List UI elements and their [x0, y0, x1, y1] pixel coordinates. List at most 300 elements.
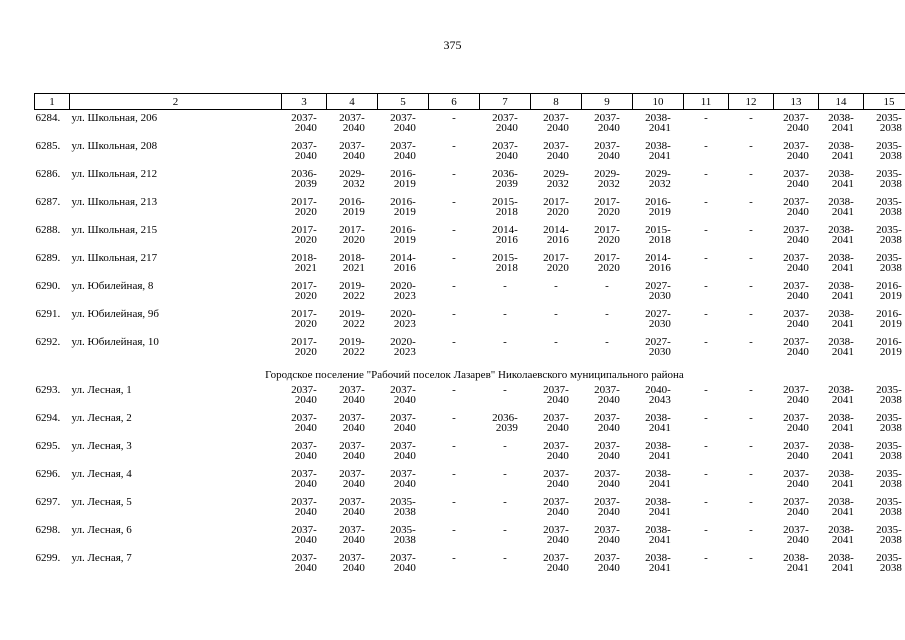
table-row	[35, 309, 905, 337]
cell-value: 2037- 2040	[594, 112, 620, 134]
cell-value: 2037- 2040	[390, 440, 416, 462]
cell-value: -	[749, 440, 753, 452]
row-value	[582, 382, 633, 413]
row-value	[480, 469, 531, 497]
cell-value: 2037- 2040	[783, 224, 809, 246]
column-header: 7	[480, 94, 531, 110]
table-row	[35, 337, 905, 365]
cell-value: 2037- 2040	[291, 524, 317, 546]
cell-value: -	[704, 308, 708, 320]
cell-value: -	[704, 280, 708, 292]
row-number: 6286.	[35, 168, 61, 180]
cell-value: 2037- 2040	[543, 440, 569, 462]
row-value	[774, 197, 819, 225]
row-value	[327, 382, 378, 413]
cell-value: 2037- 2040	[594, 552, 620, 574]
cell-value: 2016- 2019	[390, 196, 416, 218]
row-number: 6296.	[35, 468, 61, 480]
row-value	[282, 553, 327, 581]
row-value	[531, 413, 582, 441]
cell-value: -	[503, 440, 507, 452]
cell-value: 2038- 2041	[828, 224, 854, 246]
cell-value: 2027- 2030	[645, 308, 671, 330]
row-value	[327, 281, 378, 309]
row-number: 6295.	[35, 440, 61, 452]
cell-value: -	[452, 252, 456, 264]
cell-value: -	[452, 468, 456, 480]
row-address: ул. Школьная, 208	[71, 140, 158, 152]
cell-value: 2035- 2038	[876, 496, 902, 518]
row-value	[774, 497, 819, 525]
row-value	[819, 469, 864, 497]
cell-value: -	[704, 468, 708, 480]
row-value	[582, 413, 633, 441]
row-value	[378, 469, 429, 497]
row-value	[480, 309, 531, 337]
page-number: 375	[443, 38, 462, 52]
row-value	[582, 525, 633, 553]
cell-value: 2038- 2041	[828, 112, 854, 134]
cell-value: 2038- 2041	[828, 336, 854, 358]
row-value	[480, 281, 531, 309]
table-row	[35, 225, 905, 253]
row-value	[774, 469, 819, 497]
row-number: 6285.	[35, 140, 61, 152]
schedule-table	[34, 93, 905, 581]
row-value	[429, 169, 480, 197]
row-value	[327, 225, 378, 253]
cell-value: -	[452, 524, 456, 536]
row-value	[819, 141, 864, 169]
row-value	[327, 441, 378, 469]
cell-value: 2016- 2019	[876, 280, 902, 302]
row-value	[378, 441, 429, 469]
cell-value: -	[749, 412, 753, 424]
cell-value: 2037- 2040	[339, 468, 365, 490]
row-value	[729, 169, 774, 197]
row-value	[582, 497, 633, 525]
cell-value: 2037- 2040	[492, 112, 518, 134]
cell-value: 2038- 2041	[828, 468, 854, 490]
row-value	[684, 309, 729, 337]
row-value	[531, 197, 582, 225]
row-value	[633, 497, 684, 525]
row-value	[774, 225, 819, 253]
cell-value: 2027- 2030	[645, 336, 671, 358]
row-value	[480, 197, 531, 225]
row-value	[582, 337, 633, 365]
row-value	[378, 253, 429, 281]
cell-value: 2020- 2023	[390, 280, 416, 302]
cell-value: 2038- 2041	[828, 524, 854, 546]
cell-value: -	[704, 112, 708, 124]
row-value	[774, 110, 819, 142]
column-header: 3	[282, 94, 327, 110]
cell-value: -	[605, 336, 609, 348]
column-header: 13	[774, 94, 819, 110]
row-value	[480, 413, 531, 441]
column-header: 11	[684, 94, 729, 110]
row-value	[327, 253, 378, 281]
cell-value: -	[704, 496, 708, 508]
rows-group-a	[35, 110, 905, 366]
row-value	[378, 337, 429, 365]
row-value	[282, 525, 327, 553]
cell-value: 2018- 2021	[339, 252, 365, 274]
row-value	[480, 225, 531, 253]
row-value	[729, 469, 774, 497]
cell-value: 2037- 2040	[390, 552, 416, 574]
cell-value: 2037- 2040	[339, 112, 365, 134]
cell-value: 2019- 2022	[339, 280, 365, 302]
cell-value: 2020- 2023	[390, 336, 416, 358]
column-header: 5	[378, 94, 429, 110]
row-value	[633, 469, 684, 497]
cell-value: -	[704, 384, 708, 396]
cell-value: 2037- 2040	[291, 440, 317, 462]
row-value	[582, 225, 633, 253]
row-address: ул. Лесная, 2	[71, 412, 132, 424]
row-value	[684, 382, 729, 413]
row-value	[282, 309, 327, 337]
row-value	[531, 141, 582, 169]
cell-value: -	[704, 224, 708, 236]
column-header: 15	[864, 94, 905, 110]
row-value	[327, 525, 378, 553]
row-value	[819, 497, 864, 525]
row-value	[729, 141, 774, 169]
row-value	[819, 225, 864, 253]
cell-value: 2017- 2020	[291, 308, 317, 330]
cell-value: 2037- 2040	[339, 140, 365, 162]
row-value	[429, 337, 480, 365]
cell-value: 2037- 2040	[543, 112, 569, 134]
cell-value: -	[749, 384, 753, 396]
row-value	[774, 553, 819, 581]
row-value	[633, 553, 684, 581]
cell-value: 2014- 2016	[645, 252, 671, 274]
cell-value: 2016- 2019	[876, 308, 902, 330]
row-value	[633, 525, 684, 553]
cell-value: 2016- 2019	[390, 168, 416, 190]
row-value	[774, 281, 819, 309]
cell-value: -	[704, 168, 708, 180]
row-value	[729, 441, 774, 469]
row-value	[864, 525, 905, 553]
row-value	[774, 337, 819, 365]
row-value	[684, 441, 729, 469]
cell-value: 2035- 2038	[390, 496, 416, 518]
cell-value: -	[749, 336, 753, 348]
cell-value: 2037- 2040	[594, 468, 620, 490]
row-value	[582, 169, 633, 197]
cell-value: 2016- 2019	[390, 224, 416, 246]
row-value	[378, 497, 429, 525]
row-number: 6297.	[35, 496, 61, 508]
row-number: 6287.	[35, 196, 61, 208]
row-value	[327, 141, 378, 169]
row-value	[378, 525, 429, 553]
cell-value: 2037- 2040	[783, 384, 809, 406]
cell-value: 2037- 2040	[543, 552, 569, 574]
row-value	[378, 553, 429, 581]
cell-value: -	[452, 196, 456, 208]
cell-value: 2037- 2040	[543, 524, 569, 546]
cell-value: 2037- 2040	[594, 412, 620, 434]
row-value	[582, 110, 633, 142]
cell-value: 2038- 2041	[828, 552, 854, 574]
cell-value: 2014- 2016	[543, 224, 569, 246]
cell-value: -	[704, 140, 708, 152]
row-value	[684, 253, 729, 281]
row-value	[819, 253, 864, 281]
cell-value: -	[704, 552, 708, 564]
cell-value: -	[503, 524, 507, 536]
cell-value: 2015- 2018	[492, 252, 518, 274]
table-row	[35, 110, 905, 142]
table-row	[35, 441, 905, 469]
cell-value: 2036- 2039	[492, 168, 518, 190]
row-value	[684, 525, 729, 553]
row-value	[819, 281, 864, 309]
row-value	[684, 413, 729, 441]
cell-value: -	[749, 224, 753, 236]
row-value	[378, 197, 429, 225]
row-value	[378, 225, 429, 253]
rows-group-b	[35, 382, 905, 581]
row-value	[429, 382, 480, 413]
cell-value: 2038- 2041	[828, 196, 854, 218]
row-value	[633, 309, 684, 337]
cell-value: 2036- 2039	[492, 412, 518, 434]
row-value	[774, 141, 819, 169]
cell-value: 2037- 2040	[291, 496, 317, 518]
row-number: 6299.	[35, 552, 61, 564]
row-value	[633, 413, 684, 441]
row-value	[282, 382, 327, 413]
row-value	[864, 309, 905, 337]
cell-value: -	[749, 168, 753, 180]
row-value	[327, 413, 378, 441]
row-value	[282, 169, 327, 197]
row-value	[633, 169, 684, 197]
cell-value: -	[503, 468, 507, 480]
row-value	[633, 253, 684, 281]
cell-value: 2037- 2040	[291, 468, 317, 490]
row-value	[819, 309, 864, 337]
row-number: 6288.	[35, 224, 61, 236]
row-value	[480, 382, 531, 413]
cell-value: 2037- 2040	[291, 412, 317, 434]
row-value	[729, 110, 774, 142]
row-value	[582, 253, 633, 281]
cell-value: 2017- 2020	[339, 224, 365, 246]
cell-value: 2037- 2040	[339, 412, 365, 434]
row-value	[282, 413, 327, 441]
row-value	[774, 309, 819, 337]
row-value	[282, 281, 327, 309]
cell-value: 2038- 2041	[828, 440, 854, 462]
row-value	[282, 497, 327, 525]
row-value	[327, 553, 378, 581]
cell-value: 2017- 2020	[291, 336, 317, 358]
cell-value: 2017- 2020	[291, 224, 317, 246]
row-value	[282, 197, 327, 225]
table-row	[35, 525, 905, 553]
cell-value: 2035- 2038	[390, 524, 416, 546]
row-value	[633, 197, 684, 225]
cell-value: 2037- 2040	[339, 496, 365, 518]
cell-value: 2037- 2040	[390, 468, 416, 490]
row-value	[282, 469, 327, 497]
row-value	[774, 169, 819, 197]
cell-value: 2035- 2038	[876, 552, 902, 574]
cell-value: 2038- 2041	[828, 280, 854, 302]
cell-value: -	[704, 524, 708, 536]
table-row	[35, 197, 905, 225]
cell-value: -	[749, 280, 753, 292]
cell-value: 2036- 2039	[291, 168, 317, 190]
cell-value: -	[452, 168, 456, 180]
cell-value: 2035- 2038	[876, 412, 902, 434]
cell-value: 2038- 2041	[828, 168, 854, 190]
row-value	[282, 253, 327, 281]
header-row	[35, 94, 905, 110]
cell-value: 2038- 2041	[645, 468, 671, 490]
cell-value: 2037- 2040	[291, 112, 317, 134]
column-header: 12	[729, 94, 774, 110]
row-value	[531, 441, 582, 469]
row-address: ул. Лесная, 4	[71, 468, 132, 480]
cell-value: 2037- 2040	[291, 384, 317, 406]
row-number: 6290.	[35, 280, 61, 292]
cell-value: -	[452, 280, 456, 292]
cell-value: 2038- 2041	[645, 552, 671, 574]
cell-value: 2037- 2040	[543, 412, 569, 434]
cell-value: 2037- 2040	[492, 140, 518, 162]
cell-value: 2035- 2038	[876, 168, 902, 190]
cell-value: 2037- 2040	[594, 496, 620, 518]
cell-value: 2038- 2041	[828, 412, 854, 434]
row-value	[531, 525, 582, 553]
row-value	[864, 253, 905, 281]
row-address: ул. Школьная, 215	[71, 224, 158, 236]
row-address: ул. Лесная, 7	[71, 552, 132, 564]
row-value	[282, 225, 327, 253]
cell-value: 2019- 2022	[339, 308, 365, 330]
row-value	[729, 553, 774, 581]
cell-value: 2037- 2040	[783, 140, 809, 162]
cell-value: 2037- 2040	[390, 112, 416, 134]
cell-value: 2035- 2038	[876, 112, 902, 134]
row-value	[531, 253, 582, 281]
cell-value: 2017- 2020	[291, 196, 317, 218]
cell-value: 2017- 2020	[291, 280, 317, 302]
row-value	[729, 413, 774, 441]
cell-value: 2038- 2041	[645, 140, 671, 162]
row-value	[327, 309, 378, 337]
cell-value: 2035- 2038	[876, 440, 902, 462]
row-value	[684, 110, 729, 142]
table-row	[35, 281, 905, 309]
row-value	[531, 169, 582, 197]
cell-value: 2037- 2040	[543, 468, 569, 490]
row-address: ул. Лесная, 3	[71, 440, 132, 452]
cell-value: 2037- 2040	[339, 384, 365, 406]
row-value	[480, 525, 531, 553]
row-value	[819, 110, 864, 142]
table-row	[35, 169, 905, 197]
row-value	[531, 553, 582, 581]
cell-value: 2037- 2040	[543, 496, 569, 518]
cell-value: 2015- 2018	[645, 224, 671, 246]
row-value	[582, 197, 633, 225]
row-value	[429, 309, 480, 337]
cell-value: 2037- 2040	[783, 412, 809, 434]
cell-value: 2037- 2040	[339, 524, 365, 546]
cell-value: 2017- 2020	[594, 196, 620, 218]
row-value	[531, 337, 582, 365]
row-value	[729, 309, 774, 337]
cell-value: 2037- 2040	[339, 552, 365, 574]
row-value	[864, 382, 905, 413]
cell-value: -	[749, 552, 753, 564]
row-value	[480, 169, 531, 197]
cell-value: 2037- 2040	[339, 440, 365, 462]
row-value	[864, 337, 905, 365]
row-value	[531, 469, 582, 497]
row-address: ул. Школьная, 212	[71, 168, 158, 180]
row-value	[633, 110, 684, 142]
row-value	[378, 309, 429, 337]
row-value	[774, 441, 819, 469]
row-value	[774, 413, 819, 441]
cell-value: -	[452, 412, 456, 424]
cell-value: -	[503, 384, 507, 396]
row-value	[531, 497, 582, 525]
table-row	[35, 413, 905, 441]
row-value	[633, 337, 684, 365]
row-value	[729, 525, 774, 553]
cell-value: 2037- 2040	[594, 440, 620, 462]
row-value	[531, 309, 582, 337]
row-value	[864, 281, 905, 309]
row-value	[582, 141, 633, 169]
row-value	[480, 497, 531, 525]
cell-value: 2017- 2020	[543, 196, 569, 218]
column-header: 14	[819, 94, 864, 110]
row-value	[582, 469, 633, 497]
cell-value: -	[704, 440, 708, 452]
row-value	[480, 110, 531, 142]
cell-value: -	[452, 336, 456, 348]
row-number: 6284.	[35, 112, 61, 124]
column-header: 8	[531, 94, 582, 110]
table-row	[35, 497, 905, 525]
column-header: 9	[582, 94, 633, 110]
row-value	[582, 309, 633, 337]
row-value	[684, 197, 729, 225]
column-header: 6	[429, 94, 480, 110]
row-value	[729, 281, 774, 309]
cell-value: 2015- 2018	[492, 196, 518, 218]
cell-value: 2038- 2041	[828, 252, 854, 274]
row-value	[429, 497, 480, 525]
cell-value: 2019- 2022	[339, 336, 365, 358]
cell-value: 2035- 2038	[876, 196, 902, 218]
row-value	[729, 497, 774, 525]
table-row	[35, 141, 905, 169]
